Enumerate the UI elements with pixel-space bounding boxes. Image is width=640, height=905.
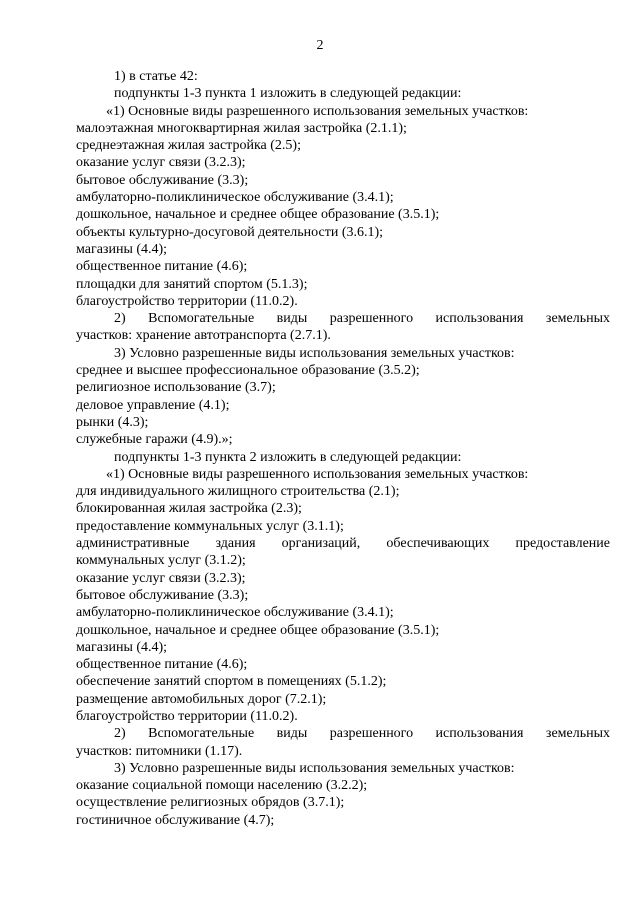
text-line: бытовое обслуживание (3.3); <box>76 172 249 188</box>
text-line: религиозное использование (3.7); <box>76 380 276 396</box>
text-line: деловое управление (4.1); <box>76 397 230 413</box>
text-line: «1) Основные виды разрешенного использования земельных участков: <box>106 466 529 482</box>
text-line: дошкольное, начальное и среднее общее образование (3.5.1); <box>76 207 440 223</box>
page-number: 2 <box>316 38 324 53</box>
text-line: предоставление коммунальных услуг (3.1.1); <box>76 518 344 534</box>
text-line: оказание услуг связи (3.2.3); <box>76 155 246 171</box>
text-line: участков: хранение автотранспорта (2.7.1). <box>76 328 331 344</box>
text-line: бытовое обслуживание (3.3); <box>76 587 249 603</box>
text-line: рынки (4.3); <box>76 414 149 430</box>
text-line: коммунальных услуг (3.1.2); <box>76 553 246 569</box>
text-line: размещение автомобильных дорог (7.2.1); <box>76 691 327 707</box>
text-line: амбулаторно-поликлиническое обслуживание (3.4.1); <box>76 190 394 206</box>
text-line: 2) Вспомогательные виды разрешенного использования земельных <box>114 726 610 742</box>
text-line: объекты культурно-досуговой деятельности (3.6.1); <box>76 224 384 240</box>
text-line: 3) Условно разрешенные виды использования земельных участков: <box>114 345 515 361</box>
text-line: общественное питание (4.6); <box>76 657 248 673</box>
text-line: благоустройство территории (11.0.2). <box>76 293 298 309</box>
text-line: служебные гаражи (4.9).»; <box>76 432 233 448</box>
text-line: оказание социальной помощи населению (3.2.2); <box>76 778 368 794</box>
text-line: благоустройство территории (11.0.2). <box>76 708 298 724</box>
document-body <box>76 68 610 829</box>
text-line: магазины (4.4); <box>76 639 168 655</box>
text-line: оказание услуг связи (3.2.3); <box>76 570 246 586</box>
text-line: блокированная жилая застройка (2.3); <box>76 501 302 517</box>
text-line: подпункты 1-3 пункта 1 изложить в следующей редакции: <box>114 86 462 102</box>
text-line: среднее и высшее профессиональное образование (3.5.2); <box>76 363 420 379</box>
text-line: дошкольное, начальное и среднее общее образование (3.5.1); <box>76 622 440 638</box>
text-line: общественное питание (4.6); <box>76 259 248 275</box>
text-line: подпункты 1-3 пункта 2 изложить в следующей редакции: <box>114 449 462 465</box>
text-line: гостиничное обслуживание (4.7); <box>76 812 275 828</box>
text-line: магазины (4.4); <box>76 241 168 257</box>
text-line: для индивидуального жилищного строительства (2.1); <box>76 484 400 500</box>
text-line: 3) Условно разрешенные виды использования земельных участков: <box>114 760 515 776</box>
text-line: «1) Основные виды разрешенного использования земельных участков: <box>106 103 529 119</box>
text-line: обеспечение занятий спортом в помещениях (5.1.2); <box>76 674 387 690</box>
text-line: участков: питомники (1.17). <box>76 743 243 759</box>
text-line: площадки для занятий спортом (5.1.3); <box>76 276 308 292</box>
text-line: 1) в статье 42: <box>114 69 198 84</box>
text-line: осуществление религиозных обрядов (3.7.1); <box>76 795 345 811</box>
text-line: 2) Вспомогательные виды разрешенного использования земельных <box>114 311 610 327</box>
text-line: малоэтажная многоквартирная жилая застройка (2.1.1); <box>76 120 407 136</box>
text-line: административные здания организаций, обеспечивающих предоставление <box>76 536 610 552</box>
text-line: амбулаторно-поликлиническое обслуживание (3.4.1); <box>76 605 394 621</box>
text-line: среднеэтажная жилая застройка (2.5); <box>76 138 301 154</box>
